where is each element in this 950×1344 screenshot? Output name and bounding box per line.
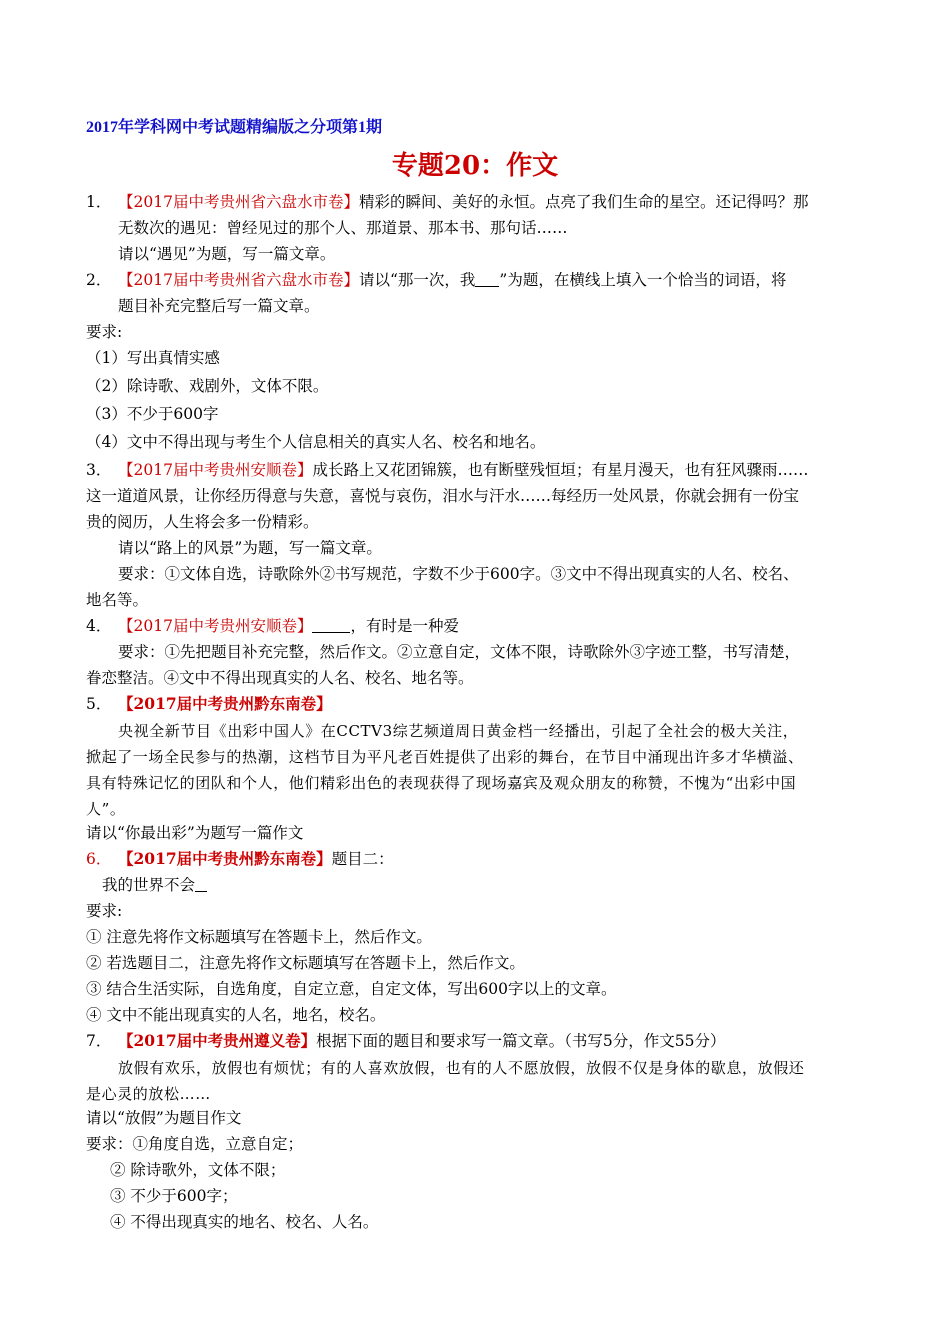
question-6 [86,847,950,871]
question-text: 眷恋整洁。④文中不得出现真实的人名、校名、地名等。 [86,669,474,687]
prompt-text: 放假有欢乐，放假也有烦忧；有的人喜欢放假，也有的人不愿放假，放假不仅是身体的歇息，放假还 [118,1059,805,1077]
question-text: 我的世界不会 [102,876,196,894]
source-tag: 【2017届中考贵州遵义卷】 [118,1031,317,1050]
prompt-text: 人”。 [86,800,126,818]
requirement-item: （2）除诗歌、戏剧外，文体不限。 [86,377,329,395]
question-4 [86,614,950,638]
question-number: 4． [86,617,112,635]
question-5 [86,692,950,716]
source-tag: 【2017届中考贵州省六盘水市卷】 [118,193,359,211]
requirement-item: ② 除诗歌外，文体不限； [110,1161,286,1179]
fill-blank [475,270,499,287]
question-text: 题目二： [331,850,394,868]
question-2 [86,268,950,292]
source-tag: 【2017届中考贵州黔东南卷】 [118,694,332,713]
question-number: 5． [86,695,112,713]
page-title: 专题20：作文 [391,151,559,181]
question-6-title-line [102,873,950,897]
question-text: 请以“遇见”为题，写一篇文章。 [118,245,336,263]
requirement-item: （1）写出真情实感 [86,349,220,367]
requirements-heading: 要求: [86,902,123,920]
question-3 [86,458,950,482]
question-7 [86,1029,950,1053]
question-text: ”为题，在横线上填入一个恰当的词语，将 [499,271,787,289]
source-tag: 【2017届中考贵州省六盘水市卷】 [118,271,359,289]
question-number: 6． [86,850,112,868]
requirements-heading: 要求：①角度自选，立意自定； [86,1135,304,1153]
question-text: 要求：①文体自选，诗歌除外②书写规范，字数不少于600字。③文中不得出现真实的人名、校名、 [118,565,799,583]
question-text: 请以“路上的风景”为题，写一篇文章。 [118,539,382,557]
question-text: 请以“你最出彩”为题写一篇作文 [86,824,304,842]
question-text: 贵的阅历，人生将会多一份精彩。 [86,513,319,531]
question-text: 成长路上又花团锦簇，也有断壁残恒垣；有星月漫天，也有狂风骤雨…… [312,461,809,479]
question-text: 题目补充完整后写一篇文章。 [118,297,320,315]
prompt-text: 央视全新节目《出彩中国人》在CCTV3综艺频道周日黄金档一经播出，引起了全社会的极大关注， [118,722,799,740]
requirement-item: ④ 文中不能出现真实的人名，地名，校名。 [86,1006,386,1024]
fill-blank [312,616,350,633]
requirement-item: ④ 不得出现真实的地名、校名、人名。 [110,1213,379,1231]
requirement-item: ③ 结合生活实际，自选角度，自定立意，自定文体，写出600字以上的文章。 [86,980,617,998]
requirements-heading: 要求: [86,323,123,341]
question-text: 根据下面的题目和要求写一篇文章。（书写5分，作文55分） [316,1032,726,1050]
question-text: ，有时是一种爱 [350,617,459,635]
requirement-item: ② 若选题目二，注意先将作文标题填写在答题卡上，然后作文。 [86,954,525,972]
question-text: 无数次的遇见：曾经见过的那个人、那道景、那本书、那句话…… [118,219,568,237]
source-tag: 【2017届中考贵州安顺卷】 [118,461,313,479]
document-header: 2017年学科网中考试题精编版之分项第1期 [86,119,383,136]
source-tag: 【2017届中考贵州安顺卷】 [118,617,313,635]
requirement-item: （4）文中不得出现与考生个人信息相关的真实人名、校名和地名。 [86,433,546,451]
fill-blank [195,875,207,892]
prompt-text: 是心灵的放松…… [86,1085,211,1103]
question-text: 地名等。 [86,591,149,609]
requirement-item: （3）不少于600字 [86,405,219,423]
question-number: 1． [86,193,112,211]
question-text: 精彩的瞬间、美好的永恒。点亮了我们生命的星空。还记得吗？那 [358,193,809,211]
source-tag: 【2017届中考贵州黔东南卷】 [118,849,332,868]
question-number: 7． [86,1032,112,1050]
question-text: 这一道道风景，让你经历得意与失意，喜悦与哀伤，泪水与汗水……每经历一处风景，你就会拥有一份宝 [86,487,800,505]
question-number: 3． [86,461,112,479]
prompt-text: 掀起了一场全民参与的热潮，这档节目为平凡老百姓提供了出彩的舞台，在节目中涌现出许多才华横溢、 [86,748,804,766]
question-1 [86,190,950,214]
question-text: 请以“那一次，我 [358,271,476,289]
question-number: 2． [86,271,112,289]
question-text: 要求：①先把题目补充完整，然后作文。②立意自定，文体不限，诗歌除外③字迹工整，书写清楚， [118,643,801,661]
question-text: 请以“放假”为题目作文 [86,1109,242,1127]
requirement-item: ③ 不少于600字； [110,1187,238,1205]
prompt-text: 具有特殊记忆的团队和个人，他们精彩出色的表现获得了现场嘉宾及观众朋友的称赞，不愧为“出彩中国 [86,774,797,792]
requirement-item: ① 注意先将作文标题填写在答题卡上，然后作文。 [86,928,432,946]
